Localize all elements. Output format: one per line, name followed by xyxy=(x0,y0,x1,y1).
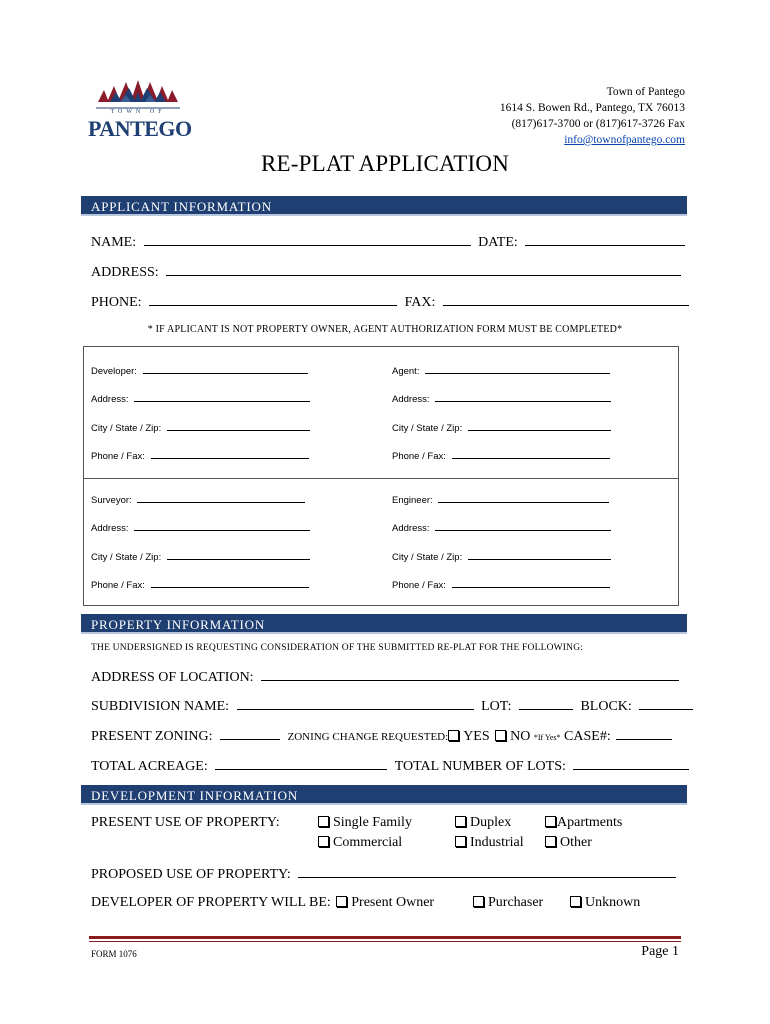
industrial-checkbox[interactable] xyxy=(455,836,466,847)
date-field[interactable] xyxy=(525,233,685,246)
if-yes-note: *If Yes* xyxy=(533,733,561,742)
engineer-phone-row xyxy=(392,578,610,591)
developer-will-be-label: DEVELOPER OF PROPERTY WILL BE: xyxy=(91,895,331,910)
property-intro: THE UNDERSIGNED IS REQUESTING CONSIDERATION OF THE SUBMITTED RE-PLAT FOR THE FOLLOWING: xyxy=(91,643,584,653)
developer-address-row xyxy=(91,392,310,405)
yes-checkbox[interactable] xyxy=(448,730,459,741)
agent-city-label: City / State / Zip: xyxy=(392,423,463,434)
agent-city-field[interactable] xyxy=(468,421,611,431)
lot-field[interactable] xyxy=(519,697,573,710)
block-field[interactable] xyxy=(639,697,693,710)
zoning-field[interactable] xyxy=(220,727,280,740)
duplex-option[interactable] xyxy=(455,815,511,831)
contacts-divider xyxy=(84,478,678,479)
developer-phone-row xyxy=(91,449,309,462)
purchaser-checkbox[interactable] xyxy=(473,896,484,907)
development-section-header: DEVELOPMENT INFORMATION xyxy=(81,785,687,805)
no-checkbox[interactable] xyxy=(495,730,506,741)
developer-phone-field[interactable] xyxy=(151,449,309,459)
subdivision-field[interactable] xyxy=(237,697,474,710)
purchaser-option[interactable] xyxy=(473,895,543,911)
commercial-option[interactable] xyxy=(318,835,402,851)
agent-label: Agent: xyxy=(392,366,420,377)
case-label: CASE#: xyxy=(564,729,611,744)
engineer-city-field[interactable] xyxy=(468,550,611,560)
surveyor-row xyxy=(91,493,305,506)
other-label: Other xyxy=(560,835,592,850)
applicant-section-header: APPLICANT INFORMATION xyxy=(81,196,687,216)
agent-address-field[interactable] xyxy=(435,392,611,402)
agent-phone-row xyxy=(392,449,610,462)
duplex-label: Duplex xyxy=(470,815,512,830)
subdivision-row xyxy=(91,697,693,715)
apartments-checkbox[interactable] xyxy=(545,816,556,827)
surveyor-phone-label: Phone / Fax: xyxy=(91,580,145,591)
developer-city-field[interactable] xyxy=(167,421,310,431)
fax-field[interactable] xyxy=(443,293,689,306)
contacts-box xyxy=(83,346,679,606)
footer-rule-thick xyxy=(89,936,681,939)
location-field[interactable] xyxy=(261,668,679,681)
agent-authorization-note: * IF APLICANT IS NOT PROPERTY OWNER, AGENT AUTHORIZATION FORM MUST BE COMPLETED* xyxy=(147,324,623,335)
org-name: Town of Pantego xyxy=(606,86,685,98)
agent-address-label: Address: xyxy=(392,394,430,405)
subdivision-label: SUBDIVISION NAME: xyxy=(91,699,230,714)
surveyor-city-label: City / State / Zip: xyxy=(91,552,162,563)
phone-label: PHONE: xyxy=(91,295,142,310)
present-owner-label: Present Owner xyxy=(351,895,435,910)
apartments-option[interactable] xyxy=(545,815,622,831)
lots-field[interactable] xyxy=(573,757,689,770)
developer-will-be-row xyxy=(91,895,434,911)
developer-label: Developer: xyxy=(91,366,137,377)
engineer-address-row xyxy=(392,521,611,534)
surveyor-city-row xyxy=(91,550,310,563)
surveyor-address-row xyxy=(91,521,310,534)
surveyor-label: Surveyor: xyxy=(91,495,132,506)
engineer-field[interactable] xyxy=(438,493,609,503)
acreage-label: TOTAL ACREAGE: xyxy=(91,759,208,774)
agent-field[interactable] xyxy=(425,364,610,374)
unknown-label: Unknown xyxy=(585,895,641,910)
engineer-phone-field[interactable] xyxy=(452,578,610,588)
org-address: 1614 S. Bowen Rd., Pantego, TX 76013 xyxy=(499,102,685,114)
agent-row xyxy=(392,364,610,377)
single-family-checkbox[interactable] xyxy=(318,816,329,827)
commercial-label: Commercial xyxy=(333,835,403,850)
address-field[interactable] xyxy=(166,263,681,276)
logo-name: PANTEGO xyxy=(88,116,192,141)
zoning-change-label: ZONING CHANGE REQUESTED: xyxy=(287,731,449,743)
industrial-option[interactable] xyxy=(455,835,524,851)
developer-city-row xyxy=(91,421,310,434)
zoning-row xyxy=(91,727,672,745)
email-link[interactable]: info@townofpantego.com xyxy=(564,134,685,146)
agent-city-row xyxy=(392,421,611,434)
town-logo xyxy=(88,80,192,144)
proposed-use-row xyxy=(91,865,676,883)
agent-phone-field[interactable] xyxy=(452,449,610,459)
yes-label: YES xyxy=(463,729,490,744)
org-phone-fax: (817)617-3700 or (817)617-3726 Fax xyxy=(511,118,685,130)
surveyor-address-label: Address: xyxy=(91,523,129,534)
property-section-header: PROPERTY INFORMATION xyxy=(81,614,687,634)
proposed-use-field[interactable] xyxy=(298,865,676,878)
engineer-address-field[interactable] xyxy=(435,521,611,531)
address-label: ADDRESS: xyxy=(91,265,159,280)
unknown-option[interactable] xyxy=(570,895,640,911)
name-label: NAME: xyxy=(91,235,137,250)
commercial-checkbox[interactable] xyxy=(318,836,329,847)
fax-label: FAX: xyxy=(404,295,436,310)
developer-address-label: Address: xyxy=(91,394,129,405)
location-row xyxy=(91,668,679,686)
contact-block xyxy=(500,84,685,148)
single-family-label: Single Family xyxy=(333,815,412,830)
engineer-address-label: Address: xyxy=(392,523,430,534)
location-label: ADDRESS OF LOCATION: xyxy=(91,670,254,685)
footer-rule-thin xyxy=(89,941,681,942)
phone-field[interactable] xyxy=(149,293,397,306)
unknown-checkbox[interactable] xyxy=(570,896,581,907)
logo-small-text: TOWN OF xyxy=(110,109,166,115)
page-number: Page 1 xyxy=(641,944,679,959)
name-field[interactable] xyxy=(144,233,471,246)
engineer-city-label: City / State / Zip: xyxy=(392,552,463,563)
zoning-label: PRESENT ZONING: xyxy=(91,729,213,744)
engineer-row xyxy=(392,493,609,506)
engineer-city-row xyxy=(392,550,611,563)
lots-label: TOTAL NUMBER OF LOTS: xyxy=(394,759,566,774)
case-field[interactable] xyxy=(616,727,672,740)
engineer-label: Engineer: xyxy=(392,495,433,506)
developer-city-label: City / State / Zip: xyxy=(91,423,162,434)
date-label: DATE: xyxy=(478,235,518,250)
industrial-label: Industrial xyxy=(470,835,524,850)
lot-label: LOT: xyxy=(481,699,512,714)
form-title: RE-PLAT APPLICATION xyxy=(260,151,510,176)
surveyor-address-field[interactable] xyxy=(134,521,310,531)
apartments-label: Apartments xyxy=(557,815,623,830)
surveyor-field[interactable] xyxy=(137,493,305,503)
purchaser-label: Purchaser xyxy=(488,895,544,910)
present-use-label: PRESENT USE OF PROPERTY: xyxy=(91,815,280,830)
single-family-option[interactable] xyxy=(318,815,412,831)
present-owner-checkbox[interactable] xyxy=(336,896,347,907)
proposed-use-label: PROPOSED USE OF PROPERTY: xyxy=(91,867,291,882)
form-number: FORM 1076 xyxy=(91,949,137,959)
developer-field[interactable] xyxy=(143,364,308,374)
engineer-phone-label: Phone / Fax: xyxy=(392,580,446,591)
acreage-field[interactable] xyxy=(215,757,387,770)
name-date-row xyxy=(91,233,685,251)
other-option[interactable] xyxy=(545,835,592,851)
surveyor-city-field[interactable] xyxy=(167,550,310,560)
phone-fax-row xyxy=(91,293,689,311)
address-row xyxy=(91,263,681,281)
no-label: NO xyxy=(510,729,531,744)
duplex-checkbox[interactable] xyxy=(455,816,466,827)
agent-address-row xyxy=(392,392,611,405)
developer-address-field[interactable] xyxy=(134,392,310,402)
developer-row xyxy=(91,364,308,377)
acreage-row xyxy=(91,757,689,775)
surveyor-phone-row xyxy=(91,578,309,591)
other-checkbox[interactable] xyxy=(545,836,556,847)
surveyor-phone-field[interactable] xyxy=(151,578,309,588)
block-label: BLOCK: xyxy=(580,699,632,714)
developer-phone-label: Phone / Fax: xyxy=(91,451,145,462)
agent-phone-label: Phone / Fax: xyxy=(392,451,446,462)
